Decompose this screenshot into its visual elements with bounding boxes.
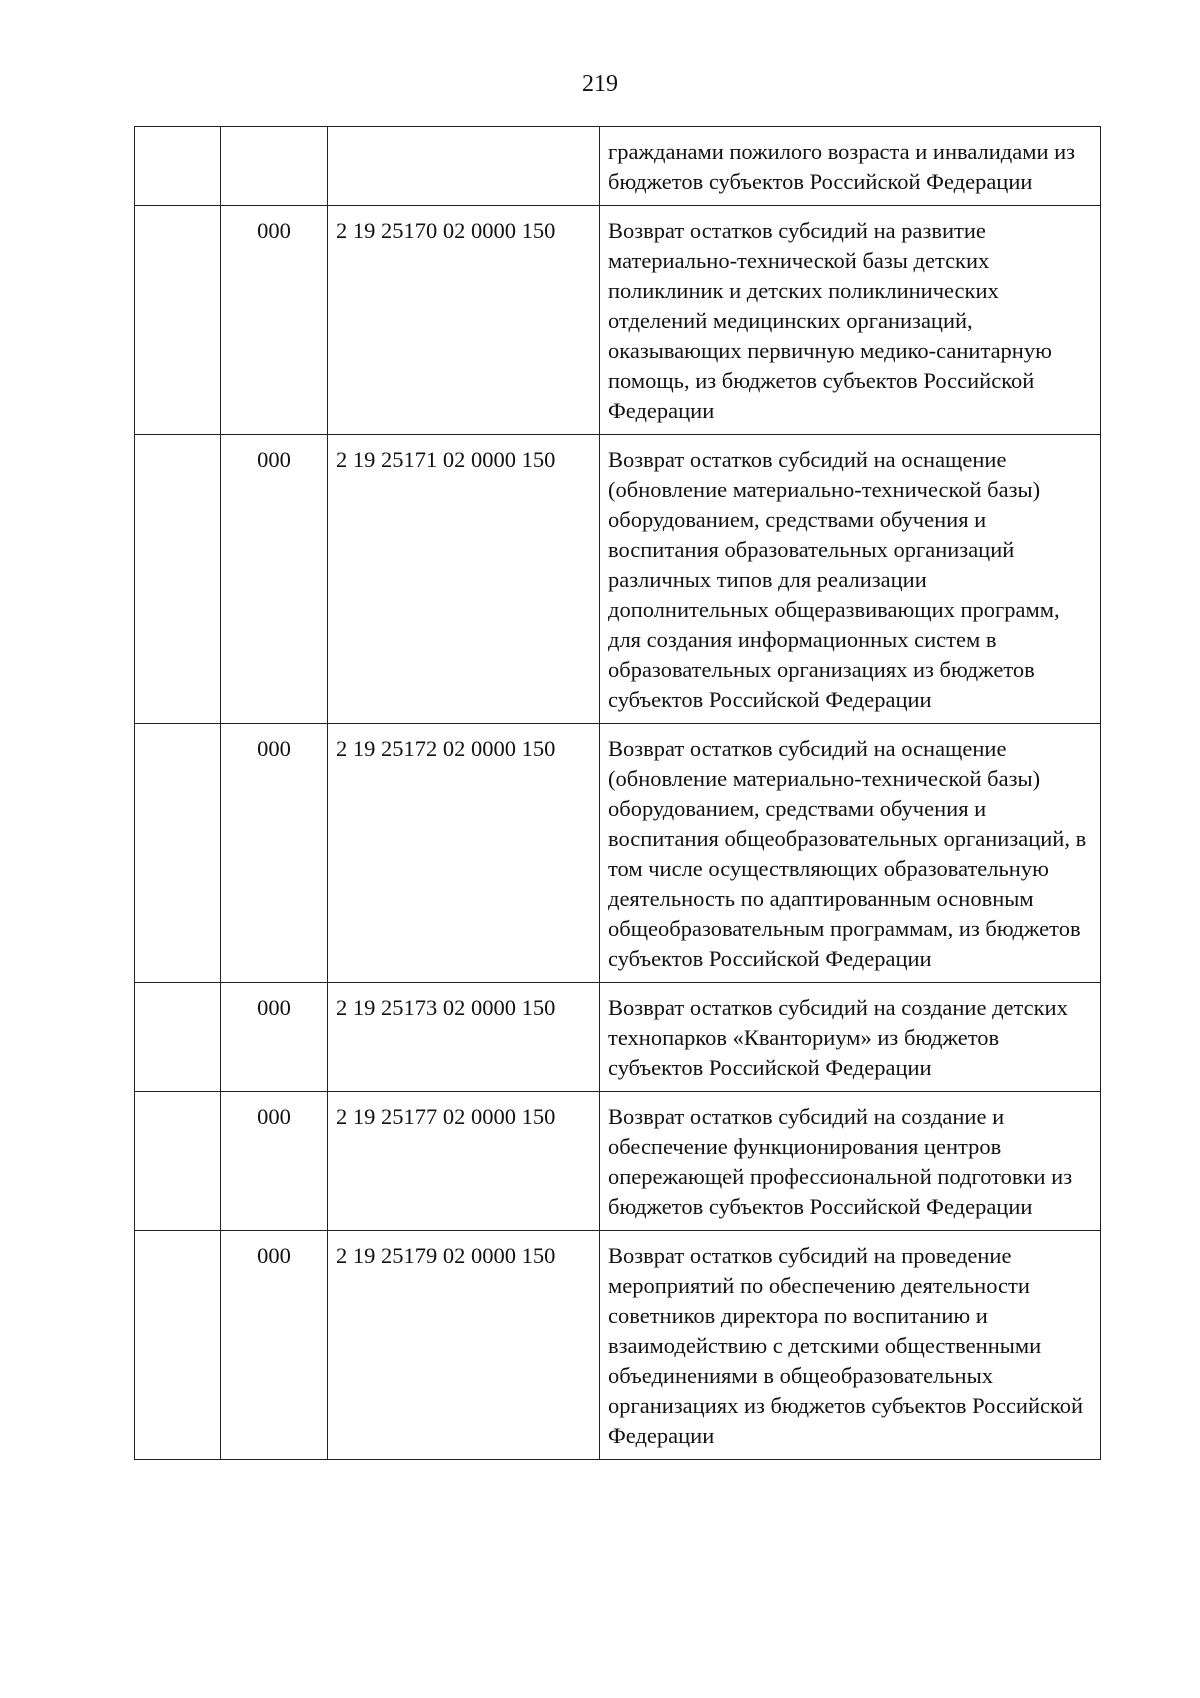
description-cell: Возврат остатков субсидий на проведение мероприятий по обеспечению деятельности советников директора по воспитанию и взаимодействию с детскими общественными объединениями в общеобразовательных организациях из бюджетов субъектов Российской Федерации xyxy=(600,1231,1101,1460)
empty-cell xyxy=(135,1092,221,1231)
table-row xyxy=(135,206,1101,435)
empty-cell xyxy=(135,1231,221,1460)
table-row xyxy=(135,1231,1101,1460)
budget-code-cell: 2 19 25172 02 0000 150 xyxy=(328,724,600,983)
description-cell: Возврат остатков субсидий на оснащение (обновление материально-технической базы) оборудованием, средствами обучения и воспитания общеобразовательных организаций, в том числе осуществляющих образовательную деятельность по адаптированным основным общеобразовательным программам, из бюджетов субъектов Российской Федерации xyxy=(600,724,1101,983)
budget-code-cell: 2 19 25170 02 0000 150 xyxy=(328,206,600,435)
table-row xyxy=(135,724,1101,983)
admin-code-cell: 000 xyxy=(221,1092,328,1231)
budget-codes-table xyxy=(134,126,1101,1460)
budget-code-cell: 2 19 25179 02 0000 150 xyxy=(328,1231,600,1460)
admin-code-cell: 000 xyxy=(221,1231,328,1460)
description-cell: Возврат остатков субсидий на развитие материально-технической базы детских поликлиник и детских поликлинических отделений медицинских организаций, оказывающих первичную медико-санитарную помощь, из бюджетов субъектов Российской Федерации xyxy=(600,206,1101,435)
budget-code-cell: 2 19 25171 02 0000 150 xyxy=(328,435,600,724)
page-number: 219 xyxy=(582,71,618,97)
description-cell: Возврат остатков субсидий на создание и обеспечение функционирования центров опережающей профессиональной подготовки из бюджетов субъектов Российской Федерации xyxy=(600,1092,1101,1231)
description-cell: Возврат остатков субсидий на создание детских технопарков «Кванториум» из бюджетов субъектов Российской Федерации xyxy=(600,983,1101,1092)
description-cell: Возврат остатков субсидий на оснащение (обновление материально-технической базы) оборудованием, средствами обучения и воспитания образовательных организаций различных типов для реализации дополнительных общеразвивающих программ, для создания информационных систем в образовательных организациях из бюджетов субъектов Российской Федерации xyxy=(600,435,1101,724)
empty-cell xyxy=(135,127,221,206)
table-row xyxy=(135,983,1101,1092)
table-row xyxy=(135,127,1101,206)
admin-code-cell: 000 xyxy=(221,206,328,435)
admin-code-cell: 000 xyxy=(221,724,328,983)
table-row xyxy=(135,1092,1101,1231)
empty-cell xyxy=(135,206,221,435)
admin-code-cell xyxy=(221,127,328,206)
budget-code-cell: 2 19 25173 02 0000 150 xyxy=(328,983,600,1092)
empty-cell xyxy=(135,983,221,1092)
budget-code-cell xyxy=(328,127,600,206)
table-row xyxy=(135,435,1101,724)
admin-code-cell: 000 xyxy=(221,983,328,1092)
description-cell: гражданами пожилого возраста и инвалидами из бюджетов субъектов Российской Федерации xyxy=(600,127,1101,206)
empty-cell xyxy=(135,435,221,724)
empty-cell xyxy=(135,724,221,983)
admin-code-cell: 000 xyxy=(221,435,328,724)
budget-code-cell: 2 19 25177 02 0000 150 xyxy=(328,1092,600,1231)
